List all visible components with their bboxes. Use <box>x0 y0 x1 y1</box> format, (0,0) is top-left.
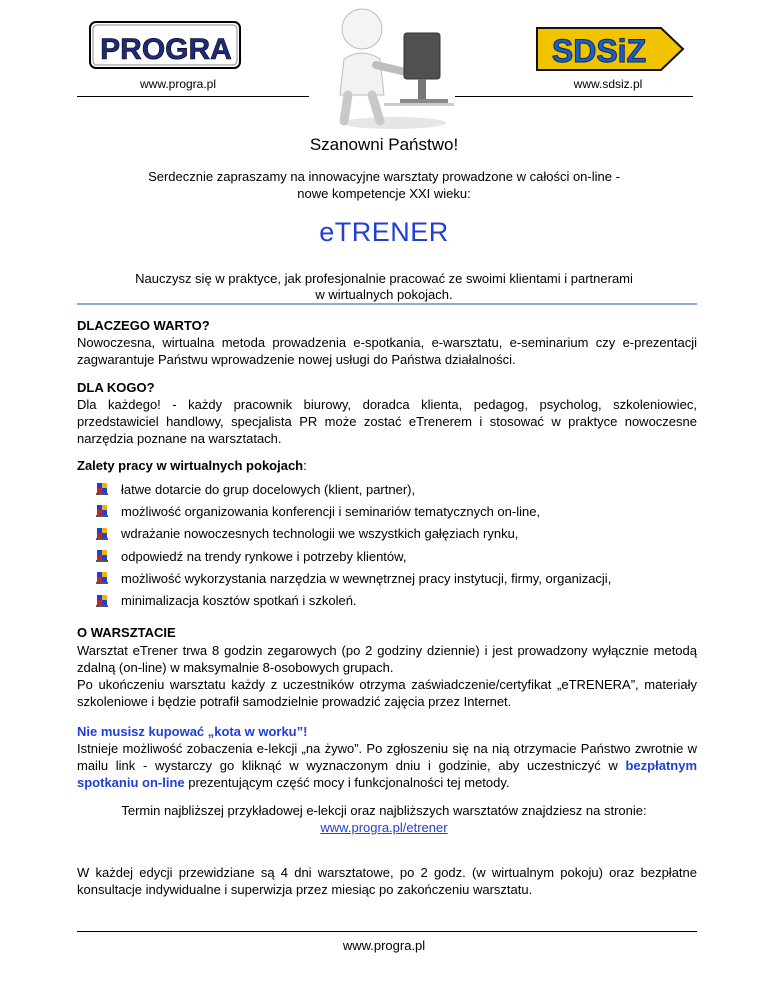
person-at-computer-illustration <box>314 3 454 131</box>
benefits-list <box>77 478 697 612</box>
cat-heading: Nie musisz kupować „kota w worku”! <box>77 724 308 739</box>
svg-text:PROGRA: PROGRA <box>100 33 232 66</box>
sdsiz-logo <box>533 22 685 74</box>
cat-text <box>77 740 697 791</box>
workshop-text-2: Po ukończeniu warsztatu każdy z uczestników otrzyma zaświadczenie/certyfikat „eTRENERA”, materiały szkoleniowe i będzie potrafił samodzielnie prowadzić zajęcia przez Internet. <box>77 677 697 709</box>
intro-line-2: nowe kompetencje XXI wieku: <box>297 186 471 201</box>
etrener-link[interactable]: www.progra.pl/etrener <box>320 820 448 835</box>
workshop-text-1: Warsztat eTrener trwa 8 godzin zegarowych (po 2 godziny dziennie) i jest prowadzony wyłącznie metodą zdalną (on-line) w maksymalnie 8-osobowych grupach. <box>77 643 697 675</box>
header-rule-left <box>77 96 309 97</box>
why-text: Nowoczesna, wirtualna metoda prowadzenia e-spotkania, e-warsztatu, e-seminarium czy e-prezentacji zagwarantuje Państwu wprowadzenie nowej usługi do Państwa działalności. <box>77 335 697 367</box>
footer-url[interactable]: www.progra.pl <box>342 938 426 953</box>
sdsiz-url[interactable]: www.sdsiz.pl <box>573 77 643 91</box>
bullet-icon <box>95 482 109 496</box>
section-divider <box>77 303 697 305</box>
header-rule-right <box>455 96 693 97</box>
subtitle-line-2: w wirtualnych pokojach. <box>315 287 453 302</box>
term-text: Termin najbliższej przykładowej e-lekcji oraz najbliższych warsztatów znajdziesz na stronie: <box>121 803 647 818</box>
why-heading: DLACZEGO WARTO? <box>77 318 210 333</box>
benefits-heading-row <box>77 458 307 473</box>
bullet-icon <box>95 527 109 541</box>
bullet-icon <box>95 549 109 563</box>
intro-line-1: Serdecznie zapraszamy na innowacyjne warsztaty prowadzone w całości on-line - <box>148 169 620 184</box>
benefit-text: odpowiedź na trendy rynkowe i potrzeby klientów, <box>121 548 407 564</box>
bullet-icon <box>95 571 109 585</box>
benefit-text: wdrażanie nowoczesnych technologii we wszystkich gałęziach rynku, <box>121 526 519 542</box>
benefit-item <box>77 523 697 545</box>
edition-text: W każdej edycji przewidziane są 4 dni warsztatowe, po 2 godz. (w wirtualnym pokoju) oraz bezpłatne konsultacje indywidualne i superwizja przez miesiąc po zakończeniu warsztatu. <box>77 865 697 897</box>
progra-logo <box>88 14 244 72</box>
cat-text-before: Istnieje możliwość zobaczenia e-lekcji „na żywo”. Po zgłoszeniu się na nią otrzymacie Państwo zwrotnie w mailu link - wystarczy go kliknąć w wyznaczonym dniu i godzinie, aby uczestniczyć w <box>77 741 697 773</box>
progra-url[interactable]: www.progra.pl <box>139 77 217 91</box>
benefits-heading: Zalety pracy w wirtualnych pokojach <box>77 458 304 473</box>
bullet-icon <box>95 504 109 518</box>
product-title: eTRENER <box>319 217 449 247</box>
term-link-row <box>80 819 688 836</box>
benefit-item <box>77 589 697 611</box>
svg-text:SDSiZ: SDSiZ <box>551 33 647 69</box>
bullet-icon <box>95 594 109 608</box>
benefit-item <box>77 545 697 567</box>
workshop-heading: O WARSZTACIE <box>77 625 176 640</box>
greeting: Szanowni Państwo! <box>309 135 459 154</box>
benefit-text: łatwe dotarcie do grup docelowych (klient, partner), <box>121 481 416 497</box>
subtitle-line-1: Nauczysz się w praktyce, jak profesjonalnie pracować ze swoimi klientami i partnerami <box>135 271 633 286</box>
benefit-item <box>77 567 697 589</box>
who-text: Dla każdego! - każdy pracownik biurowy, doradca klienta, pedagog, psycholog, szkoleniowiec, przedstawiciel handlowy, specjalista PR może zostać eTrenerem i stosować w praktyce nowoczesne narzędzia poznane na warsztatach. <box>77 397 697 446</box>
benefit-text: możliwość organizowania konferencji i seminariów tematycznych on-line, <box>121 503 541 519</box>
benefit-text: minimalizacja kosztów spotkań i szkoleń. <box>121 593 357 609</box>
cat-text-bold: bezpłatnym spotkaniu on-line <box>77 758 697 790</box>
benefit-item <box>77 478 697 500</box>
footer-rule <box>77 931 697 932</box>
benefits-colon: : <box>303 458 307 473</box>
benefit-item <box>77 500 697 522</box>
cat-text-after: prezentującym część mocy i funkcjonalności tej metody. <box>184 775 510 790</box>
who-heading: DLA KOGO? <box>77 380 155 395</box>
benefit-text: możliwość wykorzystania narzędzia w wewnętrznej pracy instytucji, firmy, organizacji, <box>121 570 612 586</box>
